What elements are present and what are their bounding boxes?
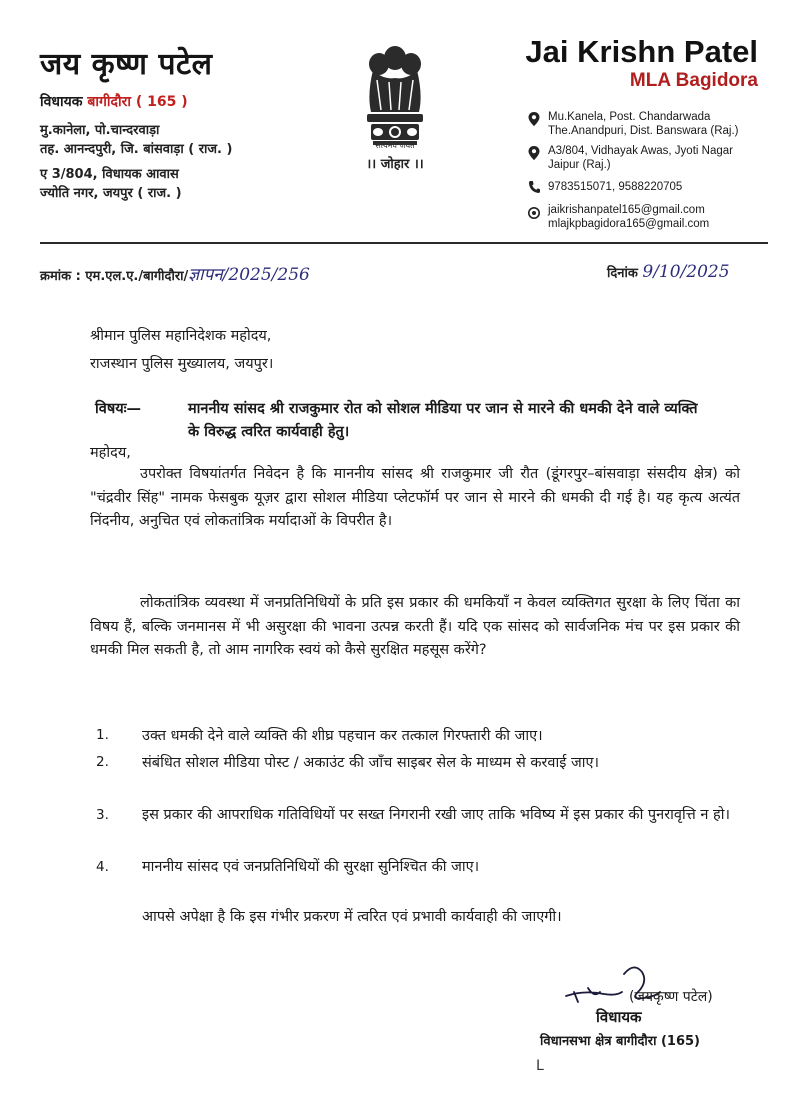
paragraph-text: लोकतांत्रिक व्यवस्था में जनप्रतिनिधियों के प्रति इस प्रकार की धमकियाँ न केवल व्यक्तिगत सुरक्षा के लिए चिंता का विषय हैं, बल्कि जनमानस में भी असुरक्षा की भावना उत्पन्न करती हैं। यदि एक सांसद को सार्वजनिक मंच पर इस प्रकार की धमकी मिल सकती है, तो आम नागरिक स्वयं को कैसे सुरक्षित महसूस करेंगे?: [90, 595, 740, 658]
reference-label: क्रमांक : एम.एल.ए./बागीदौरा/: [40, 269, 189, 284]
letterhead-divider: [40, 242, 768, 244]
reference-handwritten: ज्ञापन/2025/256: [188, 265, 310, 285]
body-paragraph: [90, 592, 740, 663]
hindi-designation: [40, 92, 188, 111]
list-number: 3.: [96, 807, 109, 823]
hindi-address-line: तह. आनन्दपुरी, जि. बांसवाड़ा ( राज. ): [40, 142, 233, 157]
contact-email: [530, 203, 770, 231]
list-number: 2.: [96, 754, 109, 770]
contact-line: Jaipur (Raj.): [548, 159, 611, 171]
signatory-constituency: विधानसभा क्षेत्र बागीदौरा (165): [540, 1034, 700, 1049]
english-name: Jai Krishn Patel: [525, 34, 758, 69]
list-item: इस प्रकार की आपराधिक गतिविधियों पर सख्त निगरानी रखी जाए ताकि भविष्य में इस प्रकार की पुनरावृत्ति न हो।: [142, 807, 730, 823]
johar-text: ।। जोहार ।।: [366, 157, 424, 172]
subject-text: माननीय सांसद श्री राजकुमार रोत को सोशल मीडिया पर जान से मारने की धमकी देने वाले व्यक्ति के विरुद्ध त्वरित कार्यवाही हेतु।: [188, 401, 698, 440]
location-pin-icon: [528, 146, 540, 160]
list-number: 4.: [96, 859, 109, 875]
contact-line: 9783515071, 9588220705: [548, 181, 683, 193]
contact-line: Mu.Kanela, Post. Chandarwada: [548, 111, 711, 123]
list-item: संबंधित सोशल मीडिया पोस्ट / अकाउंट की जाँच साइबर सेल के माध्यम से करवाई जाए।: [142, 755, 600, 771]
hindi-name: जय कृष्ण पटेल: [40, 47, 213, 82]
designation-prefix: विधायक: [40, 94, 83, 110]
contact-address-2: [530, 144, 770, 172]
signatory-name: (जयकृष्ण पटेल): [629, 989, 713, 1005]
paragraph-text: उपरोक्त विषयांतर्गत निवेदन है कि माननीय सांसद श्री राजकुमार जी रौत (डूंगरपुर–बांसवाड़ा संसदीय क्षेत्र) को "चंद्रवीर सिंह" नामक फेसबुक यूज़र द्वारा सोशल मीडिया प्लेटफॉर्म पर जान से मारने की धमकी दी गई है। यह कृत्य अत्यंत निंदनीय, अनुचित एवं लोकतांत्रिक मर्यादाओं के विपरीत है।: [90, 466, 740, 529]
phone-icon: [528, 180, 540, 194]
hindi-address-line: मु.कानेला, पो.चान्दरवाड़ा: [40, 123, 160, 138]
addressee-line: राजस्थान पुलिस मुख्यालय, जयपुर।: [90, 356, 274, 372]
addressee-line: श्रीमान पुलिस महानिदेशक महोदय,: [90, 328, 272, 344]
list-item: उक्त धमकी देने वाले व्यक्ति की शीघ्र पहचान कर तत्काल गिरफ्तारी की जाए।: [142, 728, 543, 744]
list-number: 1.: [96, 727, 109, 743]
contact-line: The.Anandpuri, Dist. Banswara (Raj.): [548, 125, 739, 137]
reference-number: [40, 262, 310, 285]
list-item: माननीय सांसद एवं जनप्रतिनिधियों की सुरक्षा सुनिश्चित की जाए।: [142, 859, 480, 875]
closing-text: आपसे अपेक्षा है कि इस गंभीर प्रकरण में त्वरित एवं प्रभावी कार्यवाही की जाएगी।: [142, 909, 562, 925]
contact-line: A3/804, Vidhayak Awas, Jyoti Nagar: [548, 145, 733, 157]
date-label: दिनांक: [607, 266, 638, 281]
date-value: 9/10/2025: [642, 262, 730, 282]
contact-line: jaikrishanpatel165@gmail.com: [548, 204, 705, 216]
contact-phone: [530, 180, 770, 194]
contact-address-1: [530, 110, 770, 138]
designation-constituency: बागीदौरा ( 165 ): [87, 94, 188, 110]
salutation: महोदय,: [90, 445, 131, 461]
email-icon: [528, 206, 540, 220]
handwritten-mark: L: [536, 1058, 544, 1074]
hindi-address-line: ए 3/804, विधायक आवास: [40, 167, 179, 182]
date-field: [607, 262, 730, 282]
subject-label: विषयः—: [95, 401, 142, 417]
addressee-block: [90, 322, 273, 378]
english-designation: MLA Bagidora: [629, 70, 758, 91]
emblem-motto: सत्यमेव जयते: [375, 141, 415, 150]
signatory-title: विधायक: [596, 1008, 642, 1026]
hindi-address-line: ज्योति नगर, जयपुर ( राज. ): [40, 186, 182, 201]
location-pin-icon: [528, 112, 540, 126]
contact-line: mlajkpbagidora165@gmail.com: [548, 218, 710, 230]
body-paragraph: [90, 463, 740, 534]
